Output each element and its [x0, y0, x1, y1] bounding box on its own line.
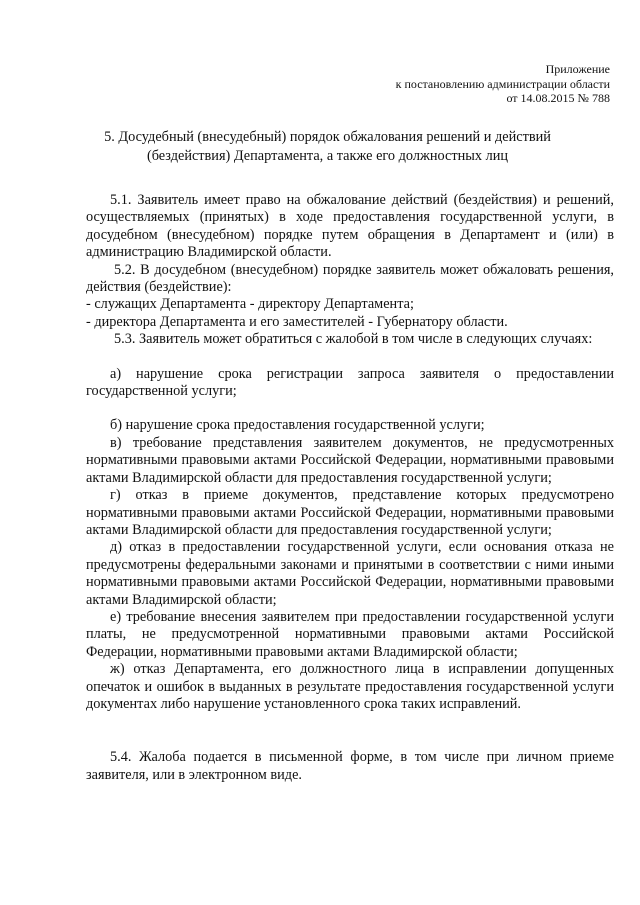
- list-item-g: г) отказ в приеме документов, представление которых предусмотрено нормативными правовыми актами Российской Федерации, нормативными правовыми актами Владимирской области для предоставления государственной услуги;: [86, 487, 614, 538]
- paragraph-5-3: 5.3. Заявитель может обратиться с жалобой в том числе в следующих случаях:: [114, 331, 593, 348]
- list-item-b: б) нарушение срока предоставления государственной услуги;: [110, 417, 485, 434]
- paragraph-5-1: 5.1. Заявитель имеет право на обжалование действий (бездействия) и решений, осуществляемых (принятых) в ходе предоставления государственной услуги, в досудебном (внесудебном) порядке путем обращения в Департамент и (или) в администрацию Владимирской области.: [86, 192, 614, 261]
- list-item-e: е) требование внесения заявителем при предоставлении государственной услуги платы, не предусмотренной нормативными правовыми актами Российской Федерации, нормативными правовыми актами Владимирской области;: [86, 608, 614, 660]
- paragraph-5-4: 5.4. Жалоба подается в письменной форме, в том числе при личном приеме заявителя, или в электронном виде.: [86, 749, 614, 783]
- section-heading: [60, 128, 595, 166]
- appendix-date-number: от 14.08.2015 № 788: [506, 91, 610, 105]
- appendix-header: [396, 62, 610, 106]
- appendix-resolution: к постановлению администрации области: [395, 76, 610, 91]
- list-item-d: д) отказ в предоставлении государственной услуги, если основания отказа не предусмотрены федеральными законами и принятыми в соответствии с ними иными нормативными правовыми актами Российской Федерации, нормативными правовыми актами Владимирской области;: [86, 539, 614, 608]
- paragraph-5-2-item-2: - директора Департамента и его заместителей - Губернатору области.: [86, 313, 508, 330]
- section-heading-line-1: 5. Досудебный (внесудебный) порядок обжалования решений и действий: [104, 129, 551, 145]
- list-item-v: в) требование представления заявителем документов, не предусмотренных нормативными правовыми актами Российской Федерации, нормативными правовыми актами Владимирской области для предоставления государственной услуги;: [86, 434, 614, 486]
- appendix-title: Приложение: [545, 62, 610, 76]
- document-body: [86, 192, 614, 784]
- paragraph-5-2-item-1: - служащих Департамента - директору Департамента;: [86, 296, 414, 313]
- list-item-a: а) нарушение срока регистрации запроса заявителя о предоставлении государственной услуги;: [86, 365, 614, 400]
- list-item-zh: ж) отказ Департамента, его должностного лица в исправлении допущенных опечаток и ошибок в выданных в результате предоставления государственной услуги документах либо нарушение установленного срока таких исправлений.: [86, 661, 614, 712]
- paragraph-5-2: 5.2. В досудебном (внесудебном) порядке заявитель может обжаловать решения, действия (бездействие):: [86, 261, 614, 296]
- section-heading-line-2: (бездействия) Департамента, а также его должностных лиц: [146, 148, 509, 164]
